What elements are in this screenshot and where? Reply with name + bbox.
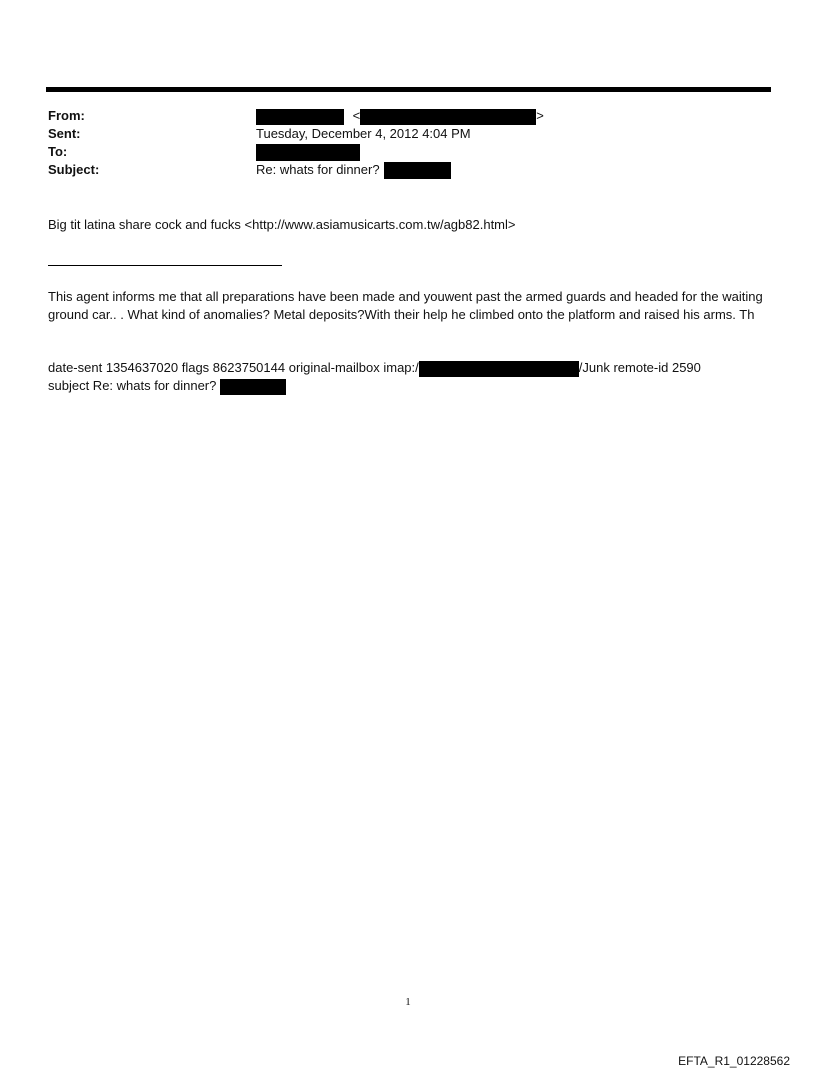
redaction-box (256, 144, 360, 161)
message-paragraph: This agent informs me that all preparations have been made and youwent past the armed guards and headed for the waiting ground car.. . What kind of anomalies? Metal deposits?With their help he climbed onto the platform and raised his arms. Th (48, 289, 763, 322)
metadata-block (48, 359, 768, 395)
from-close-bracket: > (536, 108, 544, 123)
redaction-box (384, 162, 451, 179)
subject-text: Re: whats for dinner? (256, 162, 380, 177)
metadata-line-1 (48, 359, 768, 377)
separator-rule (48, 265, 282, 266)
metadata-line-2 (48, 377, 768, 395)
redaction-box (220, 379, 286, 395)
subject-label: Subject: (48, 162, 100, 177)
from-label: From: (48, 108, 85, 123)
subject-value (256, 161, 451, 179)
to-value (256, 143, 360, 161)
to-label: To: (48, 144, 68, 159)
redaction-box (256, 109, 344, 125)
from-value (256, 107, 544, 125)
redaction-box (419, 361, 579, 377)
metadata-prefix: date-sent 1354637020 flags 8623750144 original-mailbox imap:/ (48, 360, 419, 375)
metadata-subject: subject Re: whats for dinner? (48, 378, 217, 393)
top-rule (46, 87, 771, 92)
metadata-suffix: /Junk remote-id 2590 (578, 360, 701, 375)
document-id: EFTA_R1_01228562 (678, 1054, 790, 1068)
sent-label: Sent: (48, 126, 81, 141)
page-number: 1 (405, 996, 411, 1008)
redaction-box (360, 109, 536, 125)
sent-value: Tuesday, December 4, 2012 4:04 PM (256, 126, 471, 141)
from-open-bracket: < (352, 108, 361, 123)
spam-line: Big tit latina share cock and fucks <http://www.asiamusicarts.com.tw/agb82.html> (48, 217, 516, 232)
